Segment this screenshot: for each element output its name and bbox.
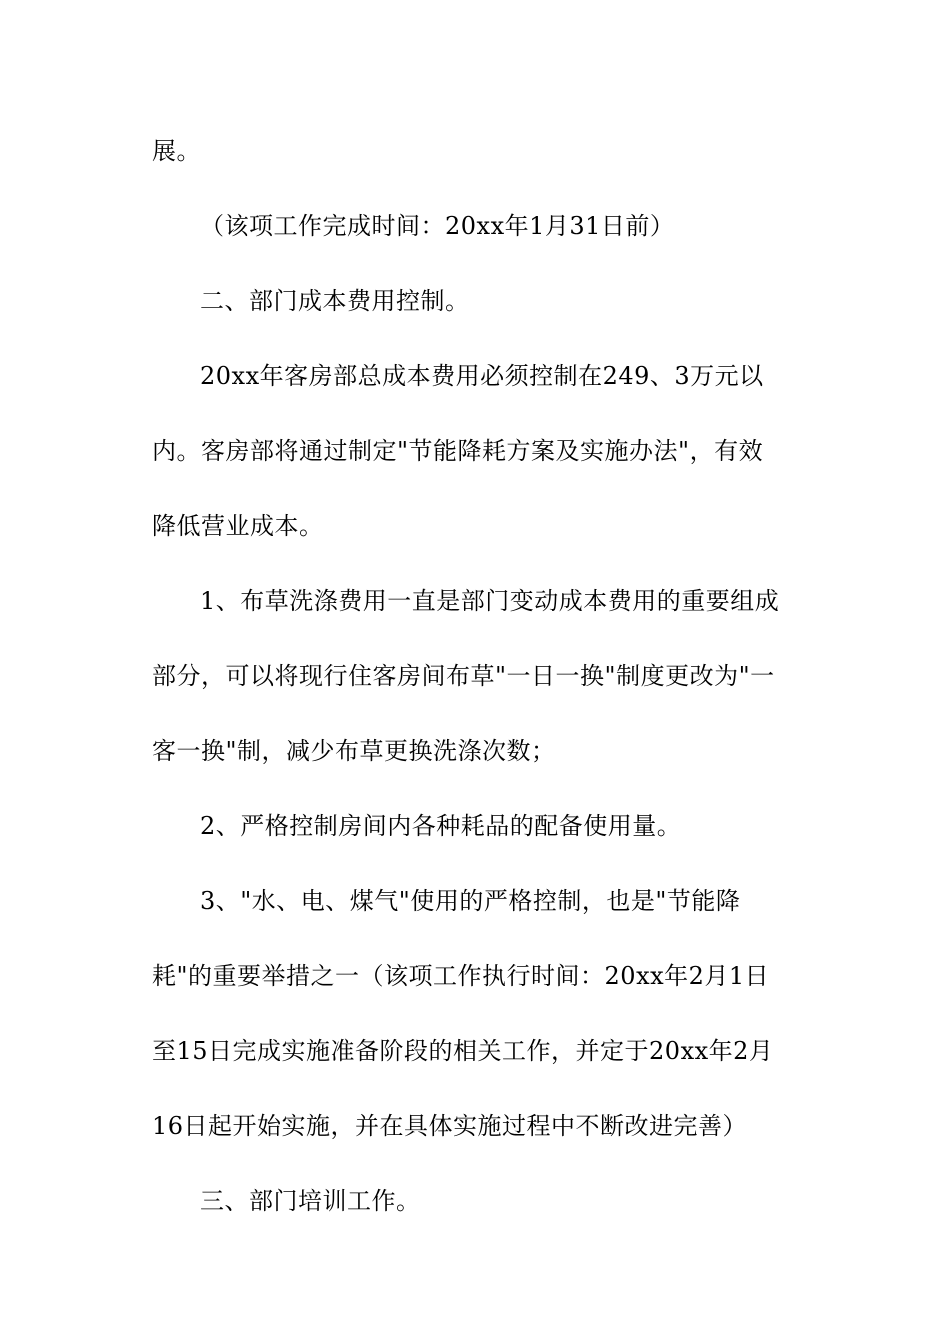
paragraph-line: 耗"的重要举措之一（该项工作执行时间：20xx年2月1日 [152, 962, 770, 990]
paragraph-line: 至15日完成实施准备阶段的相关工作，并定于20xx年2月 [152, 1037, 774, 1065]
paragraph-line: 16日起开始实施，并在具体实施过程中不断改进完善） [152, 1112, 748, 1140]
section-heading: 三、部门培训工作。 [200, 1187, 421, 1215]
paragraph-line: 20xx年客房部总成本费用必须控制在249、3万元以 [200, 362, 764, 390]
paragraph-line: 降低营业成本。 [152, 512, 324, 540]
paragraph-line: 1、布草洗涤费用一直是部门变动成本费用的重要组成 [200, 587, 780, 615]
paragraph-line: 部分，可以将现行住客房间布草"一日一换"制度更改为"一 [152, 662, 775, 690]
paragraph-line: 客一换"制，减少布草更换洗涤次数； [152, 737, 556, 765]
paragraph-line: （该项工作完成时间：20xx年1月31日前） [200, 212, 675, 240]
paragraph-line: 3、"水、电、煤气"使用的严格控制，也是"节能降 [200, 887, 741, 915]
paragraph-line: 内。客房部将通过制定"节能降耗方案及实施办法"，有效 [152, 437, 764, 465]
section-heading: 二、部门成本费用控制。 [200, 287, 470, 315]
paragraph-line: 2、严格控制房间内各种耗品的配备使用量。 [200, 812, 682, 840]
paragraph-line: 展。 [152, 137, 201, 165]
